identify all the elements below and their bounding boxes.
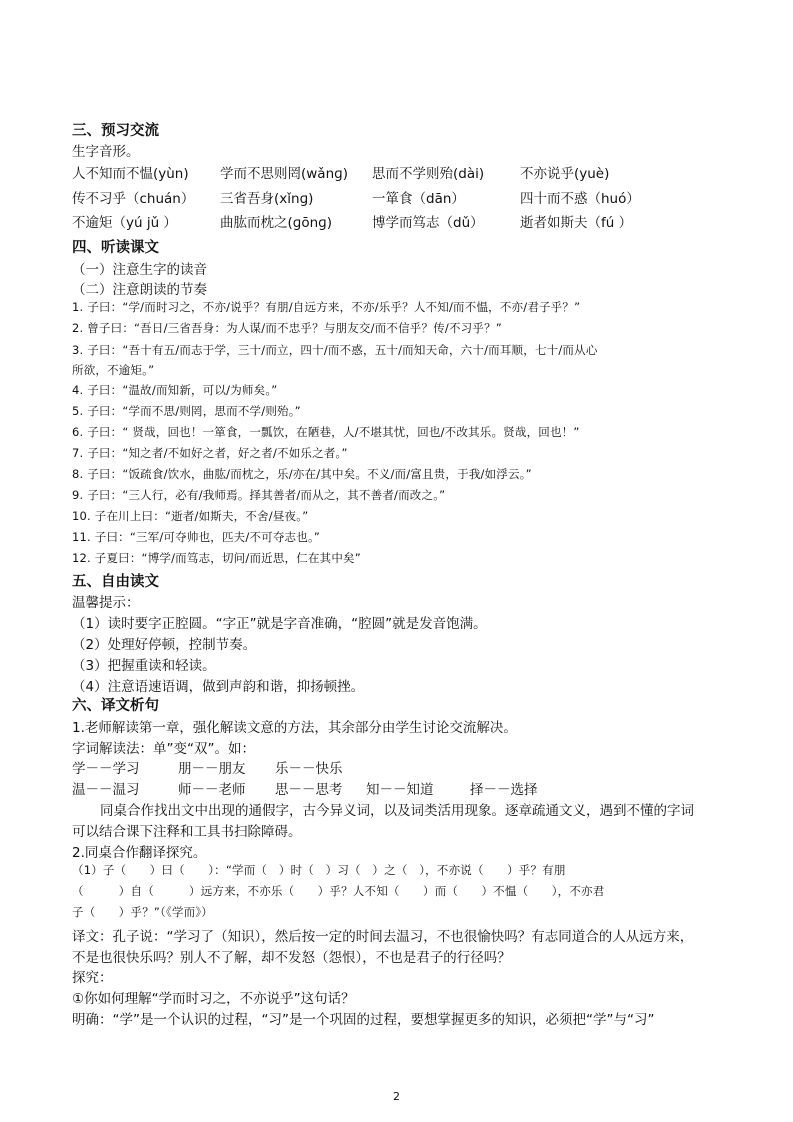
tip-item: （1）读时要字正腔圆。“字正”就是字音准确，“腔圆”就是发音饱满。 <box>72 616 487 632</box>
analects-line: 8. 子曰：“饭疏食/饮水，曲肱/而枕之，乐/亦在/其中矣。不义/而/富且贵，于我/如浮云。” <box>72 467 532 481</box>
exercise-line: （1）子（ ）曰（ ）：“学而（ ）时（ ）习（ ）之（ ），不亦说（ ）乎？有朋 <box>72 863 566 877</box>
explore-label: 探究： <box>72 970 113 986</box>
word-pair: 知－－知道 <box>366 782 434 798</box>
pinyin-cell: 传不习乎（chuán） <box>72 191 195 207</box>
pinyin-cell: 逝者如斯夫（fú ） <box>520 215 633 231</box>
word-pair: 乐－－快乐 <box>275 761 343 777</box>
section-6-title: 六、译文析句 <box>72 698 159 714</box>
pinyin-cell: 不亦说乎(yuè) <box>520 166 610 182</box>
analects-line: 3. 子曰：“吾十有五/而志于学，三十/而立，四十/而不惑，五十/而知天命，六十/而耳顺，七十/而从心 <box>72 343 598 357</box>
pinyin-cell: 不逾矩（yú jǔ ） <box>72 215 177 231</box>
analects-line: 12. 子夏曰：“博学/而笃志，切问/而近思，仁在其中矣” <box>72 551 361 565</box>
tip-item: （2）处理好停顿，控制节奏。 <box>72 637 257 653</box>
analects-line: 所欲，不逾矩。” <box>72 363 155 377</box>
exercise-line: （ ）自（ ）远方来，不亦乐（ ）乎？人不知（ ）而（ ）不愠（ ），不亦君 <box>72 884 605 898</box>
section-4-point-1: （一）注意生字的读音 <box>72 262 207 278</box>
word-pair: 择－－选择 <box>470 782 538 798</box>
word-pair: 温－－温习 <box>72 782 140 798</box>
translation-line: 不是也很快乐吗？别人不了解，却不发怒（怨恨），不也是君子的行径吗？ <box>72 950 511 966</box>
section-3-subtitle: 生字音形。 <box>72 144 140 160</box>
tip-item: （3）把握重读和轻读。 <box>72 658 216 674</box>
word-pair: 师－－老师 <box>178 782 246 798</box>
section-4-point-2: （二）注意朗读的节奏 <box>72 282 207 298</box>
analects-line: 9. 子曰：“三人行，必有/我师焉。择其善者/而从之，其不善者/而改之。” <box>72 488 446 502</box>
paragraph: 同桌合作找出文中出现的通假字，古今异义词，以及词类活用现象。逐章疏通文义，遇到不懂的字词 <box>100 803 694 819</box>
analects-line: 7. 子曰：“知之者/不如好之者，好之者/不如乐之者。” <box>72 446 348 460</box>
pinyin-cell: 学而不思则罔(wǎnɡ) <box>220 166 348 182</box>
explore-question: ①你如何理解“学而时习之，不亦说乎”这句话？ <box>72 991 355 1007</box>
word-method: 字词解读法：单”变“双”。如： <box>72 741 255 757</box>
answer-line: 明确：“学”是一个认识的过程，“习”是一个巩固的过程，要想掌握更多的知识，必须把“学”与“习” <box>72 1012 655 1028</box>
pinyin-cell: 人不知而不愠(yùn) <box>72 166 189 182</box>
tip-item: （4）注意语速语调，做到声韵和谐，抑扬顿挫。 <box>72 679 365 695</box>
word-pair: 学－－学习 <box>72 761 140 777</box>
paragraph: 可以结合课下注释和工具书扫除障碍。 <box>72 824 302 840</box>
analects-line: 6. 子曰：“ 贤哉，回也！一箪食，一瓢饮，在陋巷，人/不堪其忧，回也/不改其乐。贤哉，回也！” <box>72 425 580 439</box>
pinyin-cell: 三省吾身(xǐnɡ) <box>220 191 314 207</box>
analects-line: 2. 曾子曰：“吾日/三省吾身：为人谋/而不忠乎？与朋友交/而不信乎？传/不习乎？” <box>72 321 502 335</box>
word-pair: 朋－－朋友 <box>178 761 246 777</box>
analects-line: 1. 子曰：“学/而时习之，不亦/说乎？有朋/自远方来，不亦/乐乎？人不知/而不愠，不亦/君子乎？” <box>72 300 581 314</box>
page-number: 2 <box>393 1090 400 1103</box>
pinyin-cell: 一箪食（dān） <box>372 191 465 207</box>
pinyin-cell: 博学而笃志（dǔ） <box>372 215 484 231</box>
translation-line: 译文：孔子说：“学习了（知识），然后按一定的时间去温习，不也很愉快吗？有志同道合的人从远方来， <box>72 929 694 945</box>
section-5-title: 五、自由读文 <box>72 574 159 590</box>
pinyin-cell: 思而不学则殆(dài) <box>372 166 485 182</box>
tip-label: 温馨提示： <box>72 595 140 611</box>
pinyin-cell: 四十而不惑（huó） <box>520 191 640 207</box>
section-3-title: 三、预习交流 <box>72 123 159 139</box>
word-pair: 思－－思考 <box>275 782 343 798</box>
analects-line: 4. 子曰：“温故/而知新，可以/为师矣。” <box>72 383 278 397</box>
analects-line: 10. 子在川上曰：“逝者/如斯夫，不舍/昼夜。” <box>72 509 309 523</box>
section-6-step-1: 1.老师解读第一章，强化解读文意的方法，其余部分由学生讨论交流解决。 <box>72 720 517 736</box>
section-4-title: 四、听读课文 <box>72 240 159 256</box>
analects-line: 5. 子曰：“学而不思/则罔，思而不学/则殆。” <box>72 404 301 418</box>
section-6-step-2: 2.同桌合作翻译探究。 <box>72 845 207 861</box>
exercise-line: 子（ ）乎？”（《学而》） <box>72 905 214 919</box>
analects-line: 11. 子曰：“三军/可夺帅也，匹夫/不可夺志也。” <box>72 530 321 544</box>
pinyin-cell: 曲肱而枕之(ɡōnɡ) <box>220 215 332 231</box>
